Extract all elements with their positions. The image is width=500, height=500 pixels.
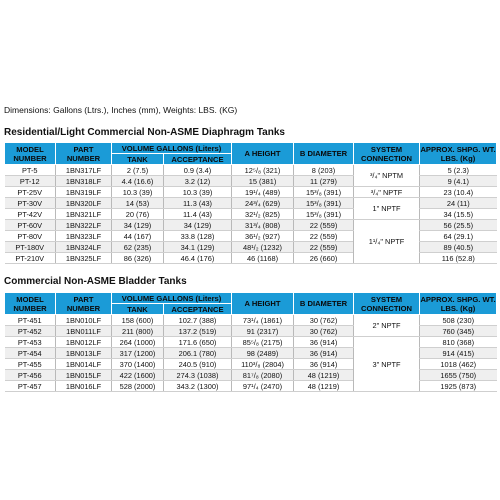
connection-cell: 3" NPTF	[354, 337, 420, 392]
height-cell: 12⁵/₈ (321)	[232, 165, 294, 176]
part-cell: 1BN317LF	[56, 165, 112, 176]
table-row	[5, 370, 497, 381]
weight-cell: 9 (4.1)	[420, 176, 497, 187]
acceptance-cell: 11.3 (43)	[164, 198, 232, 209]
diameter-cell: 22 (559)	[294, 231, 354, 242]
weight-cell: 56 (25.5)	[420, 220, 497, 231]
diameter-cell: 26 (660)	[294, 253, 354, 264]
weight-cell: 23 (10.4)	[420, 187, 497, 198]
weight-cell: 116 (52.8)	[420, 253, 497, 264]
diameter-cell: 22 (559)	[294, 242, 354, 253]
part-cell: 1BN010LF	[56, 315, 112, 326]
dimensions-note: Dimensions: Gallons (Ltrs.), Inches (mm), Weights: LBS. (KG)	[4, 105, 238, 115]
weight-cell: 810 (368)	[420, 337, 497, 348]
table-row	[5, 176, 497, 187]
height-cell: 85⁵/₈ (2175)	[232, 337, 294, 348]
tank-cell: 528 (2000)	[112, 381, 164, 392]
weight-cell: 508 (230)	[420, 315, 497, 326]
header-acceptance: ACCEPTANCE	[164, 304, 232, 315]
header-b-diameter: B DIAMETER	[294, 293, 354, 315]
tank-cell: 86 (326)	[112, 253, 164, 264]
table-row	[5, 326, 497, 337]
tank-cell: 4.4 (16.6)	[112, 176, 164, 187]
tank-cell: 370 (1400)	[112, 359, 164, 370]
diameter-cell: 11 (279)	[294, 176, 354, 187]
diameter-cell: 15³/₈ (391)	[294, 187, 354, 198]
part-cell: 1BN318LF	[56, 176, 112, 187]
tank-cell: 62 (235)	[112, 242, 164, 253]
table-row	[5, 198, 497, 209]
weight-cell: 24 (11)	[420, 198, 497, 209]
part-cell: 1BN319LF	[56, 187, 112, 198]
table-row	[5, 337, 497, 348]
part-cell: 1BN016LF	[56, 381, 112, 392]
header-tank: TANK	[112, 304, 164, 315]
table-row	[5, 165, 497, 176]
acceptance-cell: 33.8 (128)	[164, 231, 232, 242]
table-row	[5, 253, 497, 264]
height-cell: 81⁷/₈ (2080)	[232, 370, 294, 381]
acceptance-cell: 137.2 (519)	[164, 326, 232, 337]
height-cell: 91 (2317)	[232, 326, 294, 337]
part-cell: 1BN320LF	[56, 198, 112, 209]
header-volume-gallons: VOLUME GALLONS (Liters)	[112, 293, 232, 304]
height-cell: 36¹/₂ (927)	[232, 231, 294, 242]
weight-cell: 914 (415)	[420, 348, 497, 359]
weight-cell: 760 (345)	[420, 326, 497, 337]
diameter-cell: 48 (1219)	[294, 381, 354, 392]
diameter-cell: 36 (914)	[294, 348, 354, 359]
height-cell: 97¹/₄ (2470)	[232, 381, 294, 392]
connection-cell: ³/₄" NPTF	[354, 187, 420, 198]
header-volume-gallons: VOLUME GALLONS (Liters)	[112, 143, 232, 154]
model-cell: PT-452	[5, 326, 56, 337]
part-cell: 1BN324LF	[56, 242, 112, 253]
diameter-cell: 36 (914)	[294, 337, 354, 348]
tank-cell: 20 (76)	[112, 209, 164, 220]
height-cell: 73¹/₄ (1861)	[232, 315, 294, 326]
connection-cell: ³/₄" NPTM	[354, 165, 420, 187]
header-system-connection: SYSTEM CONNECTION	[354, 293, 420, 315]
height-cell: 31³/₄ (808)	[232, 220, 294, 231]
height-cell: 32¹/₂ (825)	[232, 209, 294, 220]
model-cell: PT-60V	[5, 220, 56, 231]
header-tank: TANK	[112, 154, 164, 165]
acceptance-cell: 102.7 (388)	[164, 315, 232, 326]
height-cell: 15 (381)	[232, 176, 294, 187]
table-row	[5, 348, 497, 359]
table-row	[5, 187, 497, 198]
tank-cell: 158 (600)	[112, 315, 164, 326]
tank-cell: 34 (129)	[112, 220, 164, 231]
header-shipping-weight: APPROX. SHPG. WT. LBS. (Kg)	[420, 144, 496, 163]
connection-cell: 1" NPTF	[354, 198, 420, 220]
diameter-cell: 22 (559)	[294, 220, 354, 231]
part-cell: 1BN013LF	[56, 348, 112, 359]
table-row	[5, 209, 497, 220]
model-cell: PT-455	[5, 359, 56, 370]
model-cell: PT-210V	[5, 253, 56, 264]
model-cell: PT-180V	[5, 242, 56, 253]
part-cell: 1BN323LF	[56, 231, 112, 242]
model-cell: PT-457	[5, 381, 56, 392]
part-cell: 1BN012LF	[56, 337, 112, 348]
model-cell: PT-30V	[5, 198, 56, 209]
header-b-diameter: B DIAMETER	[294, 143, 354, 165]
connection-cell: 2" NPTF	[354, 315, 420, 337]
tank-cell: 211 (800)	[112, 326, 164, 337]
tank-cell: 317 (1200)	[112, 348, 164, 359]
part-cell: 1BN322LF	[56, 220, 112, 231]
acceptance-cell: 206.1 (780)	[164, 348, 232, 359]
weight-cell: 1655 (750)	[420, 370, 497, 381]
table-row	[5, 359, 497, 370]
diameter-cell: 30 (762)	[294, 326, 354, 337]
table-row	[5, 242, 497, 253]
height-cell: 48¹/₂ (1232)	[232, 242, 294, 253]
acceptance-cell: 46.4 (176)	[164, 253, 232, 264]
model-cell: PT-5	[5, 165, 56, 176]
bladder-tanks-table	[4, 292, 497, 392]
acceptance-cell: 3.2 (12)	[164, 176, 232, 187]
height-cell: 46 (1168)	[232, 253, 294, 264]
weight-cell: 5 (2.3)	[420, 165, 497, 176]
acceptance-cell: 0.9 (3.4)	[164, 165, 232, 176]
model-cell: PT-42V	[5, 209, 56, 220]
part-cell: 1BN015LF	[56, 370, 112, 381]
tank-cell: 14 (53)	[112, 198, 164, 209]
bladder-section-title: Commercial Non-ASME Bladder Tanks	[4, 276, 187, 287]
header-acceptance: ACCEPTANCE	[164, 154, 232, 165]
part-cell: 1BN011LF	[56, 326, 112, 337]
table-row	[5, 220, 497, 231]
acceptance-cell: 274.3 (1038)	[164, 370, 232, 381]
diameter-cell: 15³/₈ (391)	[294, 198, 354, 209]
diameter-cell: 30 (762)	[294, 315, 354, 326]
diameter-cell: 8 (203)	[294, 165, 354, 176]
part-cell: 1BN321LF	[56, 209, 112, 220]
weight-cell: 1925 (873)	[420, 381, 497, 392]
header-a-height: A HEIGHT	[232, 293, 294, 315]
acceptance-cell: 240.5 (910)	[164, 359, 232, 370]
acceptance-cell: 34.1 (129)	[164, 242, 232, 253]
diaphragm-tanks-table	[4, 142, 497, 264]
table-row	[5, 315, 497, 326]
tank-cell: 10.3 (39)	[112, 187, 164, 198]
header-model-number: MODEL NUMBER	[5, 143, 56, 165]
model-cell: PT-12	[5, 176, 56, 187]
header-a-height: A HEIGHT	[232, 143, 294, 165]
acceptance-cell: 10.3 (39)	[164, 187, 232, 198]
header-part-number: PART NUMBER	[56, 293, 112, 315]
connection-cell: 1¹/₄" NPTF	[354, 220, 420, 264]
acceptance-cell: 343.2 (1300)	[164, 381, 232, 392]
part-cell: 1BN014LF	[56, 359, 112, 370]
diaphragm-section-title: Residential/Light Commercial Non-ASME Diaphragm Tanks	[4, 127, 285, 138]
diameter-cell: 15³/₈ (391)	[294, 209, 354, 220]
part-cell: 1BN325LF	[56, 253, 112, 264]
table-row	[5, 381, 497, 392]
tank-cell: 422 (1600)	[112, 370, 164, 381]
height-cell: 19¹/₄ (489)	[232, 187, 294, 198]
acceptance-cell: 171.6 (650)	[164, 337, 232, 348]
tank-cell: 2 (7.5)	[112, 165, 164, 176]
model-cell: PT-80V	[5, 231, 56, 242]
header-system-connection: SYSTEM CONNECTION	[354, 143, 420, 165]
table-row	[5, 231, 497, 242]
height-cell: 110³/₈ (2804)	[232, 359, 294, 370]
tank-cell: 44 (167)	[112, 231, 164, 242]
height-cell: 24³/₄ (629)	[232, 198, 294, 209]
weight-cell: 64 (29.1)	[420, 231, 497, 242]
header-model-number: MODEL NUMBER	[5, 293, 56, 315]
model-cell: PT-453	[5, 337, 56, 348]
acceptance-cell: 11.4 (43)	[164, 209, 232, 220]
header-part-number: PART NUMBER	[56, 143, 112, 165]
weight-cell: 1018 (462)	[420, 359, 497, 370]
diameter-cell: 48 (1219)	[294, 370, 354, 381]
model-cell: PT-25V	[5, 187, 56, 198]
acceptance-cell: 34 (129)	[164, 220, 232, 231]
header-shipping-weight: APPROX. SHPG. WT. LBS. (Kg)	[420, 294, 496, 313]
weight-cell: 34 (15.5)	[420, 209, 497, 220]
diameter-cell: 36 (914)	[294, 359, 354, 370]
tank-cell: 264 (1000)	[112, 337, 164, 348]
model-cell: PT-451	[5, 315, 56, 326]
height-cell: 98 (2489)	[232, 348, 294, 359]
model-cell: PT-454	[5, 348, 56, 359]
model-cell: PT-456	[5, 370, 56, 381]
weight-cell: 89 (40.5)	[420, 242, 497, 253]
